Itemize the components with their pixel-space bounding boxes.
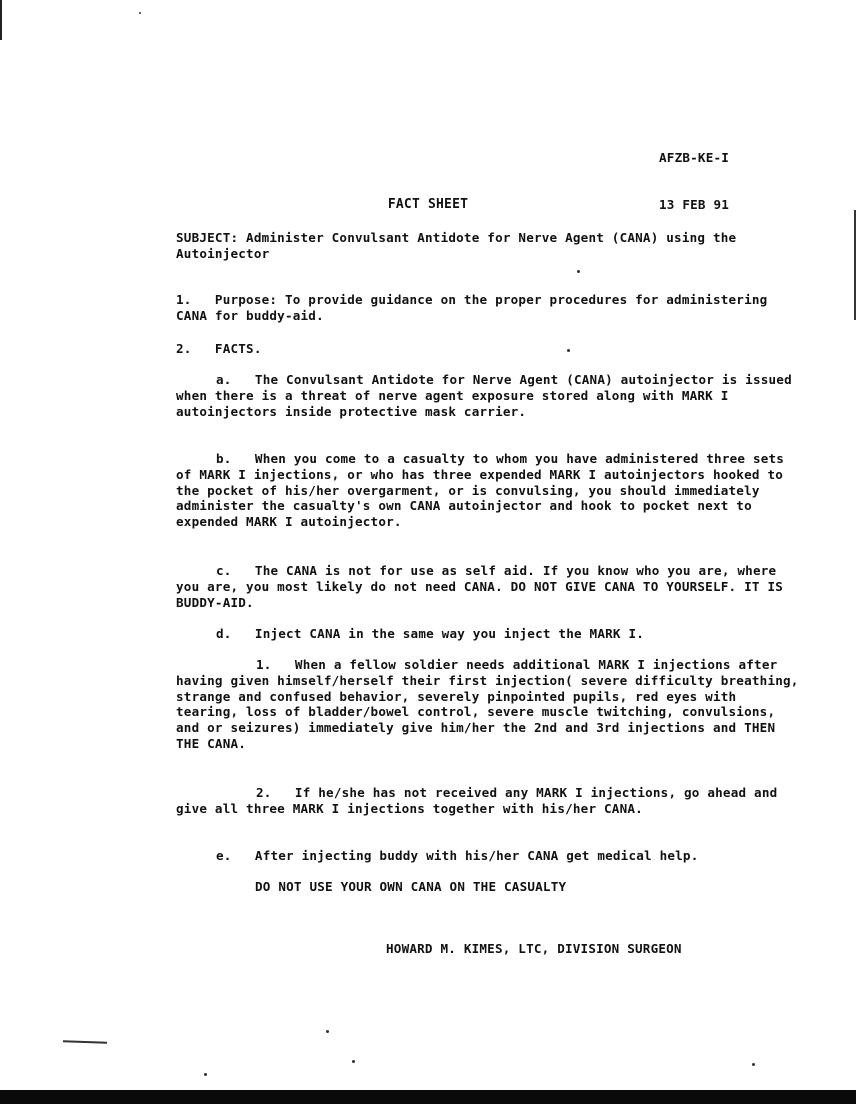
facts-heading: 2. FACTS.	[176, 341, 262, 356]
office-code: AFZB-KE-I	[659, 149, 730, 165]
fact-d1-paragraph: 1. When a fellow soldier needs additional MARK I injections after having given himself/herself their first injection( severe difficulty breathing, strange and confused behavior, severely pinpointed pupils, red eyes with tearing, loss of bladder/bowel control, severe muscle twitching, convulsions, and or seizures) immediately give him/her the 2nd and 3rd injections and THEN THE CANA.	[176, 657, 807, 751]
scan-bottom-border	[0, 1090, 856, 1104]
scan-speck	[204, 1073, 207, 1076]
subject-line: SUBJECT: Administer Convulsant Antidote for Nerve Agent (CANA) using the Autoinjector	[176, 230, 745, 261]
document-reference	[659, 118, 729, 244]
scan-speck	[139, 12, 141, 14]
fact-e-paragraph: e. After injecting buddy with his/her CANA get medical help.	[216, 848, 699, 863]
scan-speck	[752, 1063, 755, 1066]
signature-block: HOWARD M. KIMES, LTC, DIVISION SURGEON	[386, 941, 682, 956]
fact-a-paragraph: a. The Convulsant Antidote for Nerve Agent (CANA) autoinjector is issued when there is a threat of nerve agent exposure stored along with MARK I autoinjectors inside protective mask carrier.	[176, 372, 800, 419]
scan-speck	[352, 1060, 355, 1063]
fact-d2-paragraph: 2. If he/she has not received any MARK I injections, go ahead and give all three MARK I injections together with his/her CANA.	[176, 785, 786, 816]
fact-c-paragraph: c. The CANA is not for use as self aid. If you know who you are, where you are, you most likely do not need CANA. DO NOT GIVE CANA TO YOURSELF. IT IS BUDDY-AID.	[176, 563, 791, 610]
scan-speck	[577, 270, 580, 273]
purpose-paragraph: 1. Purpose: To provide guidance on the proper procedures for administering CANA for buddy-aid.	[176, 292, 776, 323]
fact-b-paragraph: b. When you come to a casualty to whom you have administered three sets of MARK I injections, or who has three expended MARK I autoinjectors hooked to the pocket of his/her overgarment, or is convulsing, you should immediately administer the casualty's own CANA autoinjector and hook to pocket next to expended MARK I autoinjector.	[176, 451, 792, 530]
scan-dash-mark	[63, 1040, 107, 1044]
scan-edge-mark	[0, 0, 2, 40]
scan-speck	[326, 1030, 329, 1033]
warning-line: DO NOT USE YOUR OWN CANA ON THE CASUALTY	[255, 879, 567, 894]
scan-speck	[567, 349, 570, 352]
document-date: 13 FEB 91	[659, 196, 730, 212]
fact-d-paragraph: d. Inject CANA in the same way you inject the MARK I.	[216, 626, 645, 641]
document-title: FACT SHEET	[387, 197, 469, 212]
